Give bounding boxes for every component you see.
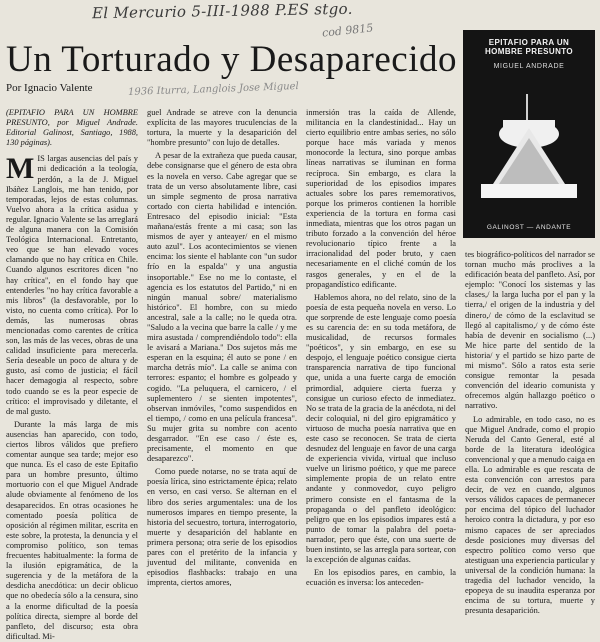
article-headline: Un Torturado y Desaparecido — [6, 39, 457, 80]
handwritten-masthead-note: El Mercurio 5-III-1988 P.ES stgo. — [91, 0, 353, 23]
handwritten-reference-number: cod 9815 — [321, 21, 374, 40]
article-paragraph: Como puede notarse, no se trata aquí de poesía lírica, sino estrictamente épica; relato en verso, en casi verso. Se alternan en el libro dos series argumentales: una de los numerosos impares en tiempo presente, la historia del secuestro, tortura, interrogatorio, muerte y desaparición del hablante en primera persona; otra serie de los episodios pares con el pretérito de la infancia y juventud del militante, convenida en episodios flashbacks: trabajo en una imprenta, ciertos amores, — [147, 467, 297, 588]
article-column-4 — [465, 250, 595, 616]
book-cover-title: EPITAFIO PARA UN HOMBRE PRESUNTO — [484, 38, 574, 56]
article-paragraph: Durante la más larga de mis ausencias han aparecido, con todo, ciertos libros válidos que prefiero comentar aunque sea tarde; mejor eso que nunca. Es el caso de este Epitafio para un hombre presunto, último mortuorio con el que Miguel Andrade alude obviamente al fenómeno de los desaparecidos. En otras ocasiones he comentado poesía política de oposición al régimen militar, escrita en este sobre, la protesta, la denuncia y el compromiso político, son temas frecuentes habitualmente: la forma de la ilusión epigramática, de la sugerencia y de la metáfora de la desdicha anecdótica: un decir oblicuo que no obedecía sólo a la censura, sino a la enorme dificultad de la poesía política directa, siempre al borde del panfleto, del discurso; esta obra dificultad. Mi- — [6, 419, 138, 641]
article-paragraph — [6, 154, 138, 416]
article-column-2 — [147, 108, 297, 588]
article-paragraph: Hablemos ahora, no del relato, sino de la poesía de esta pequeña novela en verso. Lo que sorprende de este lenguaje como poesía es su carencia de: en su toda metáfora, de musicalidad, de recursos formales "poéticos", y sin embargo, en ese su despojo, el lenguaje poético consigue cierta transparencia narrativa de tipo funcional que, unida a una fuerte carga de emoción primordial, adquiere cierta fuerza y consigue un curioso efecto de inmediatez. No se trata de la gracia de la anécdota, ni del decir coloquial, ni del giro epigramático y virtuoso de mucha poesía narrativa que en este caso se reconocen. Se trata de cierta desnudez del lenguaje en favor de una carga de experiencia vivida, virtual que incluso vuelve un lirismo poético, y que me parece simplemente propia de un relato entre andante y conmovedor, cuyo peligro primero consiste en el fantasma de la propaganda o del panfleto ideológico: peligro que en los episodios impares está a punto de tomar la palabra del poeta-narrador, pero que éste, con una suerte de buen instinto, se las arregla para sortear, con la excepción de algunas caídas. — [306, 292, 456, 565]
article-paragraph: Lo admirable, en todo caso, no es que Miguel Andrade, como el propio Neruda del Canto General, esté al borde de la literatura ideológica convencional y que a menudo caiga en ella. Lo admirable es que rescata de esta convención con arrestos para decir, de vez en cuando, algunos versos válidos capaces de permanecer por encima del tópico del luchador heroico contra la dictadura, y por eso mismo capaces de ser apreciados desde posiciones muy diversas del espectro político como verso que atestiguan una experiencia particular y universal de la condición humana: la tragedia del luchador vencido, la epopeya de su inaudita esperanza por encima de su tortura, muerte y presunta desaparición. — [465, 414, 595, 616]
article-paragraph: A pesar de la extrañeza que pueda causar, debe consignarse que el género de esta obra es la novela en verso. Cabe agregar que se trata de un verso absolutamente libre, casi un simple segmento de prosa narrativa cortado con cierta habilidad e intención. Entresaco del episodio inicial: "Esta mañana/estás frente a mi casa; son las mismos de ayer y anteayer/ en el mismo auto azul". Los acontecimientos se vienen encima: los siente el hablante con "un sudor frío en la espalda" y una angustia insoportable." Ese no me lo contaste, el agencia es los estatutos del Partido," ni en ningún manual sobre/ materialismo histórico". El hombre, con su miedo ancestral, sale a la calle; no le queda otra. "Saludo a la vecina que barre la calle / y me mira asustada / comprendiéndolo todo": ella le avisará a Mariana." Dos sujetos más me esperan en la esquina; él auto se pone / en marcha detrás mío". La calle se anima con terrores: espanto; el hombre es golpeado y cogido. "La peluquera, el carnicero, / el suplementero / se sienten impotentes", observan inmóviles, "como suspendidos en el tiempo, / como en una película francesa". Su mujer grita su nombre con acento desgarrador. "En ese caso / éste es, precisamente, el momento en que desaparezco". — [147, 151, 297, 464]
book-cover-publisher: GALINOST — ANDANTE — [486, 224, 572, 231]
article-paragraph: En los episodios pares, en cambio, la ecuación es inversa: los anteceden- — [306, 568, 456, 588]
book-cover-image — [463, 30, 595, 238]
book-cover-author: MIGUEL ANDRADE — [493, 63, 565, 70]
article-paragraph-text: IS largas ausencias del país y mi dedicación a la teología, perdón, a la de J. Miguel Ibáñez Langlois, me han tenido, por temporadas, lejos de estas columnas. Vuelvo ahora a la crítica asidua y regular. Ignacio Valente se las arreglará de alguna manera con la Comisión Teológica Internacional. Entretanto, veo que se han elevado voces clamando que no hay crítica en Chile. Cuando algunos escritores dicen "no hay crítica", en el fondo hay que entenderles "no hay crítica favorable a mis libros" (la desfavorable, por lo visto, no cuenta como crítica). Por lo demás, las numerosas obras mencionadas como carentes de crítica son, las más de las veces, obras de una calidad insuficiente para merecerla. Sería deseable un poco de altura y de gusto, así como de justicia; el fácil hacer demagogia al respecto, sobre todo cuando se es la peor especie de crítico: el improvisado y diletante, el de mal gusto. — [6, 154, 138, 416]
cover-illustration — [463, 74, 595, 222]
article-paragraph: guel Andrade se atreve con la denuncia explícita de las mayores truculencias de la tortura, la muerte y la desaparición del "hombre presunto" con lujo de detalles. — [147, 108, 297, 148]
handwritten-subject-note: 1936 Iturra, Langlois Jose Miguel — [127, 81, 299, 98]
article-paragraph: inmersión tras la caída de Allende, militancia en la clandestinidad... Hay un cierto equilibrio entre ambas series, no sólo porque hace más variada y menos monocorde la lectura, sino porque ambas líneas narrativas se iluminan en forma recíproca. Sin embargo, es clara la superioridad de los episodios impares actuales sobre los pares rememorativos, porque los primeros contienen la horrible experiencia de la tortura en forma casi inmediata, mientras que los otros pagan un tributo forzado a la convención del héroe revolucionario típico frente a la irracionalidad del poder bruto, y caen necesariamente en el cliché común de los rasgos generales, y en el de la propagandístico edificante. — [306, 108, 456, 289]
article-paragraph: tes biográfico-políticos del narrador se tornan mucho más proclives a la edificación beata del panfleto. Así, por ejemplo: "Conocí los sistemas y las clases,/ la larga lucha por el pan y la tierra,/ el origen de la industria y del dinero,/ de cómo de la esclavitud se llegó al capitalismo,/ y de cómo éste había de devenir en socialismo (...) Me hice parte del sentido de la historia/ y el partido se hizo parte de mi mismo". Sólo a ratos esta serie consigue remontar la pesada convención del ideario comunista y ofrecemos algún hallazgo poético o narrativo. — [465, 250, 595, 411]
drop-cap: M — [6, 152, 35, 186]
article-column-3 — [306, 108, 456, 588]
article-column-1 — [6, 108, 138, 641]
book-citation: (EPITAFIO PARA UN HOMBRE PRESUNTO, por Miguel Andrade. Editorial Galinost, Santiago, 1988, 130 páginas). — [6, 108, 138, 148]
article-byline: Por Ignacio Valente — [6, 82, 93, 94]
